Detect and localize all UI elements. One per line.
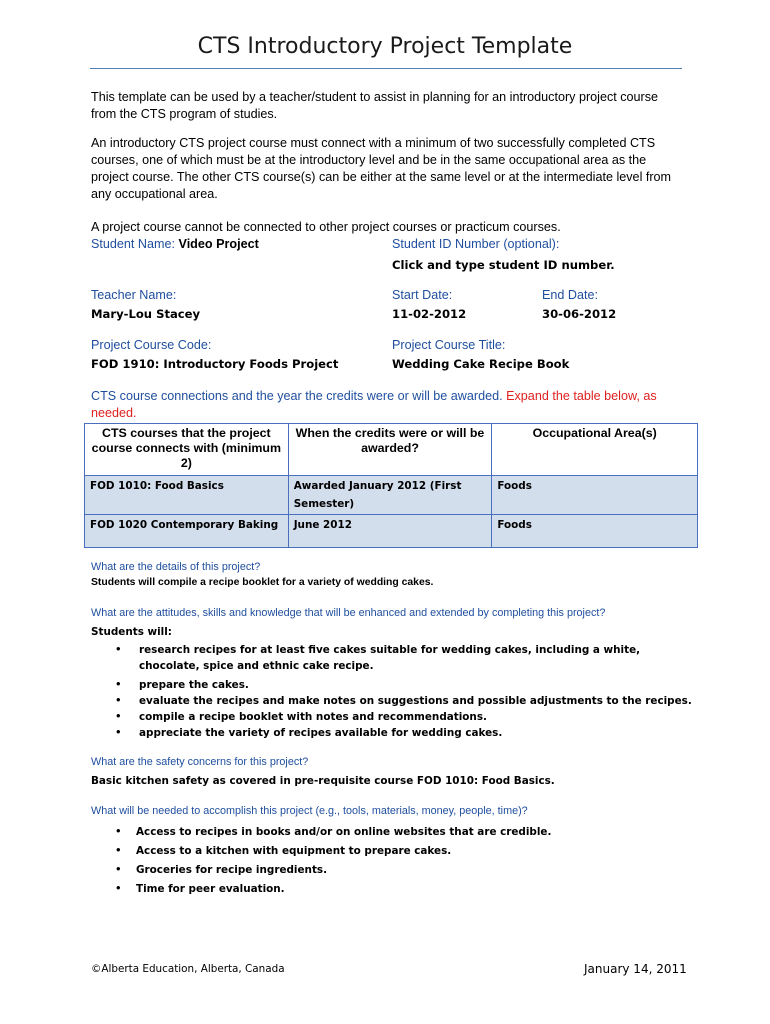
table-header-cell: When the credits were or will be awarded? xyxy=(288,424,492,476)
document-title: CTS Introductory Project Template xyxy=(197,34,573,59)
table-header-row xyxy=(85,424,698,476)
list-item[interactable]: Groceries for recipe ingredients. xyxy=(136,864,328,876)
table-cell[interactable]: Awarded January 2012 (First Semester) xyxy=(288,476,492,515)
title-divider xyxy=(90,68,682,69)
intro-paragraph-3: A project course cannot be connected to other project courses or practicum courses. xyxy=(91,220,561,234)
answer-students-will: Students will: xyxy=(91,626,172,638)
connections-intro xyxy=(91,388,676,422)
teacher-name-label: Teacher Name: xyxy=(91,288,177,302)
start-date-label: Start Date: xyxy=(392,288,453,302)
project-course-code-label: Project Course Code: xyxy=(91,338,212,352)
project-course-title-value[interactable]: Wedding Cake Recipe Book xyxy=(392,357,570,371)
start-date-value[interactable]: 11-02-2012 xyxy=(392,307,467,321)
student-id-optional: (optional): xyxy=(503,237,560,251)
table-header-cell: CTS courses that the project course connects with (minimum 2) xyxy=(85,424,289,476)
list-item[interactable]: Access to recipes in books and/or on online websites that are credible. xyxy=(136,826,552,838)
list-item[interactable]: Time for peer evaluation. xyxy=(136,883,285,895)
table-cell[interactable]: FOD 1010: Food Basics xyxy=(85,476,289,515)
list-item[interactable]: appreciate the variety of recipes available for wedding cakes. xyxy=(139,727,503,739)
question-attitudes-skills: What are the attitudes, skills and knowledge that will be enhanced and extended by completing this project? xyxy=(91,607,606,619)
table-row xyxy=(85,515,698,548)
footer-date: January 14, 2011 xyxy=(584,962,687,976)
table-row xyxy=(85,476,698,515)
teacher-name-value[interactable]: Mary-Lou Stacey xyxy=(91,307,201,321)
question-resources: What will be needed to accomplish this project (e.g., tools, materials, money, people, time)? xyxy=(91,805,528,817)
student-id-label-group xyxy=(392,237,559,251)
intro-paragraph-2: An introductory CTS project course must connect with a minimum of two successfully completed CTS courses, one of which must be at the introductory level and be in the same occupational area as the project course. The other CTS course(s) can be either at the same level or at the intermediate level from any occupational area. xyxy=(91,136,672,201)
answer-details[interactable]: Students will compile a recipe booklet for a variety of wedding cakes. xyxy=(91,577,434,588)
bullet-icon: • xyxy=(116,724,121,739)
list-item[interactable]: compile a recipe booklet with notes and recommendations. xyxy=(139,711,487,723)
list-item[interactable]: prepare the cakes. xyxy=(139,679,249,691)
table-cell[interactable]: June 2012 xyxy=(288,515,492,548)
bullet-icon: • xyxy=(116,823,121,838)
bullet-icon: • xyxy=(116,708,121,723)
bullet-icon: • xyxy=(116,641,121,656)
connections-instruction: Expand the table below, as needed. xyxy=(91,389,657,420)
question-safety: What are the safety concerns for this project? xyxy=(91,756,309,768)
list-item[interactable]: Access to a kitchen with equipment to prepare cakes. xyxy=(136,845,452,857)
table-header-cell: Occupational Area(s) xyxy=(492,424,698,476)
bullet-icon: • xyxy=(116,880,121,895)
question-details: What are the details of this project? xyxy=(91,561,261,573)
project-course-code-value[interactable]: FOD 1910: Introductory Foods Project xyxy=(91,357,339,371)
end-date-value[interactable]: 30-06-2012 xyxy=(542,307,617,321)
table-cell[interactable]: FOD 1020 Contemporary Baking xyxy=(85,515,289,548)
student-name-field[interactable] xyxy=(91,237,259,251)
student-name-value[interactable]: Video Project xyxy=(178,237,259,251)
connections-intro-text: CTS course connections and the year the credits were or will be awarded. xyxy=(91,389,503,403)
student-id-label: Student ID Number xyxy=(392,237,500,251)
student-name-label: Student Name: xyxy=(91,237,176,251)
bullet-icon: • xyxy=(116,842,121,857)
intro-paragraph-1: This template can be used by a teacher/student to assist in planning for an introductory project course from the CTS program of studies. xyxy=(91,90,659,121)
bullet-icon: • xyxy=(116,861,121,876)
table-cell[interactable]: Foods xyxy=(492,476,698,515)
list-item[interactable]: research recipes for at least five cakes suitable for wedding cakes, including a white, chocolate, spice and ethnic cake recipe. xyxy=(139,644,641,672)
footer-copyright: ©Alberta Education, Alberta, Canada xyxy=(91,963,285,975)
bullet-icon: • xyxy=(116,692,121,707)
list-item[interactable]: evaluate the recipes and make notes on suggestions and possible adjustments to the recipes. xyxy=(139,695,692,707)
end-date-label: End Date: xyxy=(542,288,599,302)
answer-safety[interactable]: Basic kitchen safety as covered in pre-requisite course FOD 1010: Food Basics. xyxy=(91,775,555,787)
project-course-title-label: Project Course Title: xyxy=(392,338,506,352)
student-id-input[interactable]: Click and type student ID number. xyxy=(392,258,615,272)
table-cell[interactable]: Foods xyxy=(492,515,698,548)
bullet-icon: • xyxy=(116,676,121,691)
course-connections-table xyxy=(84,423,698,548)
